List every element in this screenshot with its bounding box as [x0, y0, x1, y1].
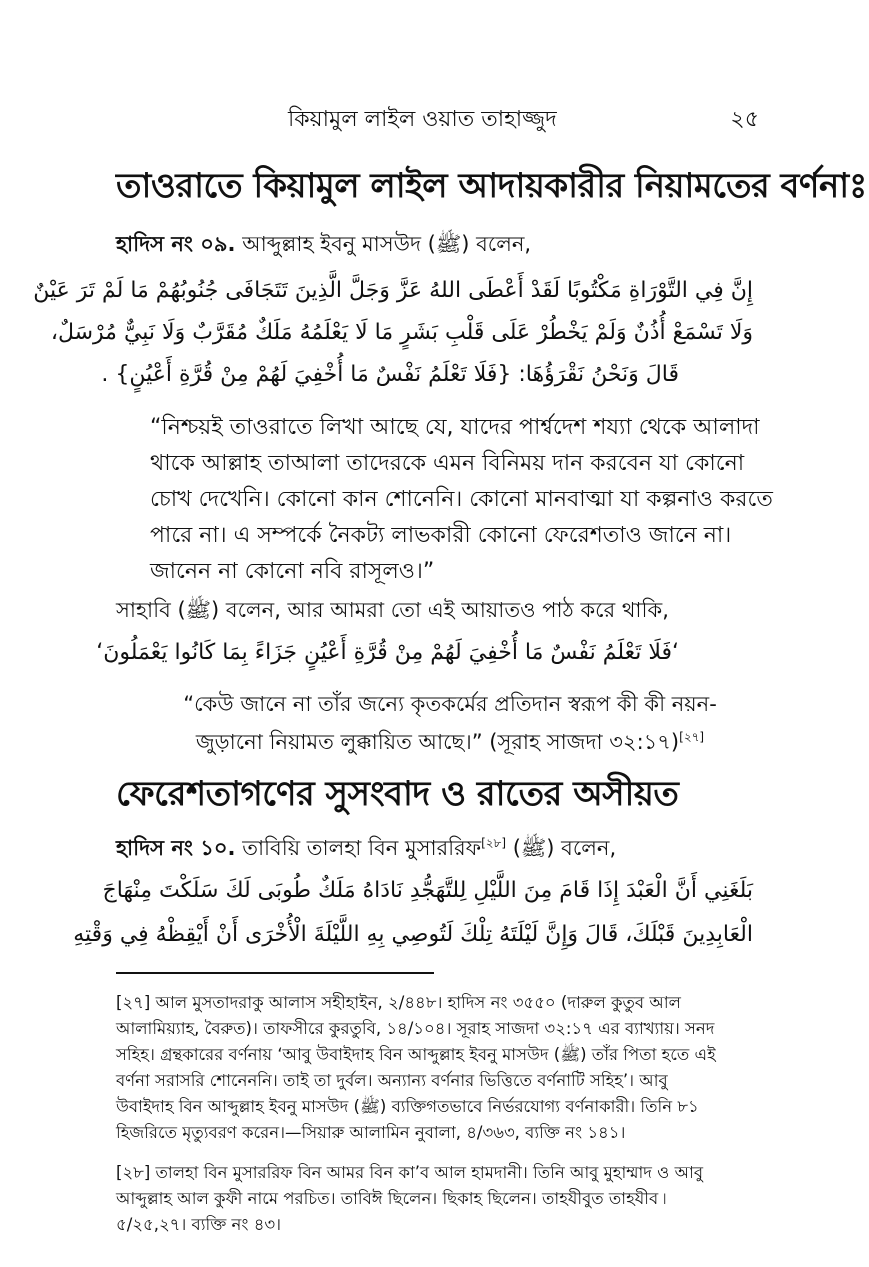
translation-line: জানেন না কোনো নবি রাসূলও।”: [150, 559, 435, 584]
footnote-line: [২৮] তালহা বিন মুসাররিফ বিন আমর বিন কা’ব আল হামদানী। তিনি আবু মুহাম্মাদ ও আবু: [116, 1163, 703, 1182]
footnote-line: বর্ণনা সরাসরি শোনেননি। তাই তা দুর্বল। অন্যান্য বর্ণনার ভিত্তিতে বর্ণনাটি সহিহ’। আবু: [116, 1071, 668, 1090]
running-title: কিয়ামুল লাইল ওয়াত তাহাজ্জুদ: [288, 107, 557, 132]
footnote-line: আলামিয়্যাহ, বৈরুত)। তাফসীরে কুরতুবি, ১৪/১০৪। সূরাহ সাজদা ৩২:১৭ এর ব্যাখ্যায়। সনদ: [116, 1019, 715, 1038]
verse-translation: [170, 688, 730, 759]
footnote-ref-28[interactable]: [২৮]: [481, 836, 507, 850]
narrator-name: তাবিয়ি তালহা বিন মুসাররিফ: [242, 836, 482, 860]
footnote-line: হিজরিতে মৃত্যুবরণ করেন।—সিয়ারু আলামিন নুবালা, ৪/৩৬৩, ব্যক্তি নং ১৪১।: [116, 1123, 626, 1142]
hadith-09-translation: [150, 410, 773, 590]
translation-line: চোখ দেখেনি। কোনো কান শোনেনি। কোনো মানবাত্মা যা কল্পনাও করতে: [150, 487, 773, 512]
hadith-number: হাদিস নং ০৯.: [116, 232, 236, 256]
hadith-09-label: [116, 228, 531, 263]
arabic-line-1: إِنَّ فِي التَّوْرَاةِ مَكْتُوبًا لَقَدْ أَعْطَى اللهُ عَزَّ وَجَلَّ الَّذِينَ تَتَجَافَى جُنُوبُهُمْ مَا لَمْ تَرَ عَيْنٌ: [33, 278, 753, 303]
verse-arabic: ‘فَلَا تَعْلَمُ نَفْسٌ مَا أُخْفِيَ لَهُمْ مِنْ قُرَّةِ أَعْيُنٍ جَزَاءً بِمَا كَانُوا يَعْمَلُونَ‘: [96, 640, 679, 665]
arabic-line-3: قَالَ وَنَحْنُ نَقْرَؤُهَا: {فَلَا تَعْلَمُ نَفْسٌ مَا أُخْفِيَ لَهُمْ مِنْ قُرَّةِ أَعْيُنٍ} .: [101, 362, 679, 387]
arabic-line-5: الْعَابِدِينَ قَبْلَكَ، قَالَ وَإِنَّ لَيْلَتَهُ تِلْكَ لَتُوصِي بِهِ اللَّيْلَةَ الْأُخْرَى أَنْ أَيْقِظْهُ فِي وَقْتِهِ: [73, 922, 753, 947]
hadith-number: হাদিস নং ১০.: [116, 836, 236, 860]
narrator-line: আব্দুল্লাহ ইবনু মাসউদ (ﷺ) বলেন,: [242, 232, 532, 256]
page-number: ২৫: [730, 107, 759, 132]
verse-translation-line-1: “কেউ জানে না তাঁর জন্যে কৃতকর্মের প্রতিদান স্বরূপ কী কী নয়ন-: [183, 692, 717, 716]
footnote-27: [116, 990, 756, 1146]
arabic-line-4: بَلَغَنِي أَنَّ الْعَبْدَ إِذَا قَامَ مِنَ اللَّيْلِ لِلتَّهَجُّدِ نَادَاهُ مَلَكٌ طُوبَى لَكَ سَلَكْتَ مِنْهَاجَ: [102, 878, 753, 903]
footnote-divider: [116, 972, 434, 974]
footnote-line: সহিহ। গ্রন্থকারের বর্ণনায় ‘আবু উবাইদাহ বিন আব্দুল্লাহ ইবনু মাসউদ (ﷺ) তাঁর পিতা হতে এই: [116, 1045, 716, 1064]
arabic-line-2: وَلَا تَسْمَعْ أُذُنٌ وَلَمْ يَخْطُرْ عَلَى قَلْبِ بَشَرٍ مَا لَا يَعْلَمُهُ مَلَكٌ مُقَرَّبٌ وَلَا نَبِيٌّ مُرْسَلٌ،: [50, 320, 753, 345]
footnote-line: [২৭] আল মুসতাদরাকু আলাস সহীহাইন, ২/৪৪৮। হাদিস নং ৩৫৫০ (দারুল কুতুব আল: [116, 993, 681, 1012]
footnote-ref-27[interactable]: [২৭]: [679, 730, 705, 744]
footnote-line: উবাইদাহ বিন আব্দুল্লাহ ইবনু মাসউদ (ﷺ) ব্যক্তিগতভাবে নির্ভরযোগ্য বর্ণনাকারী। তিনি ৮১: [116, 1097, 699, 1116]
hadith-10-label: [116, 832, 616, 867]
footnote-line: ৫/২৫,২৭। ব্যক্তি নং ৪৩।: [116, 1215, 282, 1234]
narrator-suffix: (ﷺ) বলেন,: [506, 836, 617, 860]
footnote-line: আব্দুল্লাহ আল কুফী নামে পরচিত। তাবিঈ ছিলেন। ছিকাহ ছিলেন। তাহযীবুত তাহযীব ৷: [116, 1189, 667, 1208]
verse-translation-line-2: জুড়ানো নিয়ামত লুক্কায়িত আছে।” (সূরাহ সাজদা ৩২:১৭): [195, 730, 680, 754]
translation-line: “নিশ্চয়ই তাওরাতে লিখা আছে যে, যাদের পার্শ্বদেশ শয্যা থেকে আলাদা: [150, 415, 760, 440]
section-heading-torah: তাওরাতে কিয়ামুল লাইল আদায়কারীর নিয়ামতের বর্ণনাঃ: [116, 166, 867, 206]
footnote-28: [116, 1160, 756, 1238]
translation-line: থাকে আল্লাহ তাআলা তাদেরকে এমন বিনিময় দান করবেন যা কোনো: [150, 451, 745, 476]
section-heading-angels: ফেরেশতাগণের সুসংবাদ ও রাতের অসীয়ত: [116, 774, 679, 814]
sahabi-line: সাহাবি (ﷺ) বলেন, আর আমরা তো এই আয়াতও পাঠ করে থাকি,: [116, 598, 669, 622]
translation-line: পারে না। এ সম্পর্কে নৈকট্য লাভকারী কোনো ফেরেশতাও জানে না।: [150, 523, 732, 548]
